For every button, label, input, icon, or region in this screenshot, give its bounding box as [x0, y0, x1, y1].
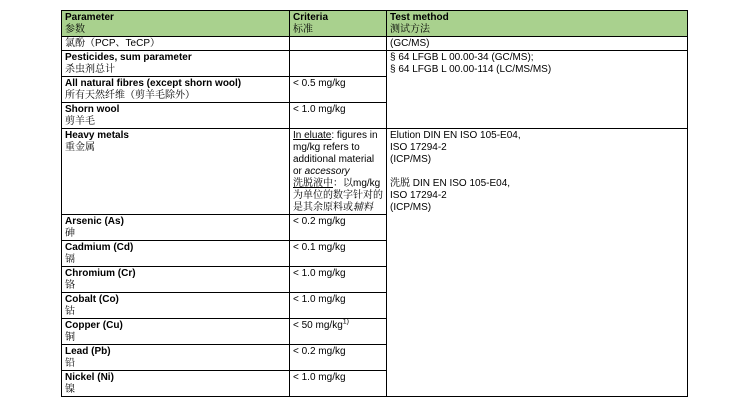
pcp-param: [62, 37, 290, 51]
heavy-metals-criteria-zh-accessory: 辅料: [353, 202, 373, 213]
metal-param-en: Cadmium (Cd): [65, 242, 134, 253]
metal-param-zh: 铅: [65, 358, 75, 369]
natural-fibres-param: [62, 77, 290, 103]
metal-criteria-text: < 0.2 mg/kg: [293, 216, 346, 227]
metal-param: [62, 215, 290, 241]
pesticides-param: [62, 51, 290, 77]
heavy-metals-method-line-4: 洗脱 DIN EN ISO 105-E04,: [390, 178, 511, 189]
header-test-method: [387, 11, 688, 37]
header-criteria-zh: 标准: [293, 24, 313, 35]
header-method-en: Test method: [390, 12, 449, 23]
footnote-marker: 1): [342, 318, 349, 326]
shorn-wool-param: [62, 103, 290, 129]
pesticides-method-line-2: § 64 LFGB L 00.00-114 (LC/MS/MS): [390, 64, 552, 75]
pesticides-method-line-1: § 64 LFGB L 00.00-34 (GC/MS);: [390, 52, 534, 63]
heavy-metals-method-line-3: (ICP/MS): [390, 154, 432, 165]
pesticides-param-en: Pesticides, sum parameter: [65, 52, 192, 63]
pesticides-method: [387, 51, 688, 129]
pcp-method-text: (GC/MS): [390, 38, 430, 49]
metal-criteria-text: < 0.1 mg/kg: [293, 242, 346, 253]
metal-param: [62, 345, 290, 371]
metal-criteria: [290, 345, 387, 371]
shorn-wool-criteria-text: < 1.0 mg/kg: [293, 104, 346, 115]
pcp-criteria: [290, 37, 387, 51]
metal-param-zh: 砷: [65, 228, 75, 239]
header-row: [62, 11, 688, 37]
heavy-metals-criteria: [290, 129, 387, 215]
header-parameter-zh: 参数: [65, 24, 85, 35]
shorn-wool-param-zh: 剪羊毛: [65, 116, 95, 127]
metal-param: [62, 241, 290, 267]
row-heavy-metals: [62, 129, 688, 215]
natural-fibres-criteria: [290, 77, 387, 103]
metal-param: [62, 293, 290, 319]
metal-param-zh: 铜: [65, 332, 75, 343]
method-spacer: [390, 166, 684, 178]
metal-param-en: Arsenic (As): [65, 216, 124, 227]
heavy-metals-method-line-2: ISO 17294-2: [390, 142, 447, 153]
pesticides-criteria: [290, 51, 387, 77]
pesticides-param-zh: 杀虫剂总计: [65, 64, 115, 75]
heavy-metals-method: [387, 129, 688, 397]
metal-criteria: [290, 319, 387, 345]
heavy-metals-criteria-accessory: accessory: [304, 166, 350, 177]
natural-fibres-param-zh: 所有天然纤维（剪羊毛除外）: [65, 90, 195, 101]
metal-param-zh: 镉: [65, 254, 75, 265]
heavy-metals-method-line-6: (ICP/MS): [390, 202, 432, 213]
row-pcp: [62, 37, 688, 51]
metal-criteria-text: < 1.0 mg/kg: [293, 268, 346, 279]
metal-criteria-text: < 1.0 mg/kg: [293, 372, 346, 383]
heavy-metals-param: [62, 129, 290, 215]
specification-table: [61, 10, 688, 397]
metal-criteria: [290, 267, 387, 293]
metal-param-en: Nickel (Ni): [65, 372, 114, 383]
metal-param-en: Chromium (Cr): [65, 268, 136, 279]
metal-criteria-text: < 1.0 mg/kg: [293, 294, 346, 305]
header-criteria-en: Criteria: [293, 12, 329, 23]
metal-criteria-text: < 50 mg/kg: [293, 320, 343, 331]
pcp-method: [387, 37, 688, 51]
metal-criteria: [290, 215, 387, 241]
header-criteria: [290, 11, 387, 37]
heavy-metals-criteria-zh-eluate: 洗脱液中: [293, 178, 333, 189]
heavy-metals-criteria-zh-text: ：以mg/kg 为单位的数字针对的是其余原料或: [293, 178, 383, 213]
header-parameter-en: Parameter: [65, 12, 114, 23]
heavy-metals-param-en: Heavy metals: [65, 130, 129, 141]
natural-fibres-criteria-text: < 0.5 mg/kg: [293, 78, 346, 89]
heavy-metals-criteria-eluate: In eluate: [293, 130, 332, 141]
metal-criteria: [290, 241, 387, 267]
header-parameter: [62, 11, 290, 37]
row-pesticides: [62, 51, 688, 77]
metal-param-en: Lead (Pb): [65, 346, 111, 357]
metal-param-zh: 镍: [65, 384, 75, 395]
metal-param: [62, 319, 290, 345]
heavy-metals-method-line-5: ISO 17294-2: [390, 190, 447, 201]
shorn-wool-param-en: Shorn wool: [65, 104, 120, 115]
metal-criteria-text: < 0.2 mg/kg: [293, 346, 346, 357]
header-method-zh: 测试方法: [390, 24, 430, 35]
heavy-metals-criteria-text: : figures in mg/kg refers to additional material or: [293, 130, 378, 177]
metal-param: [62, 267, 290, 293]
metal-criteria: [290, 371, 387, 397]
natural-fibres-param-en: All natural fibres (except shorn wool): [65, 78, 242, 89]
heavy-metals-method-line-1: Elution DIN EN ISO 105-E04,: [390, 130, 521, 141]
metal-param-zh: 铬: [65, 280, 75, 291]
shorn-wool-criteria: [290, 103, 387, 129]
pcp-param-text: 氯酚（PCP、TeCP）: [65, 38, 161, 49]
heavy-metals-param-zh: 重金属: [65, 142, 95, 153]
metal-param-en: Copper (Cu): [65, 320, 123, 331]
metal-param-en: Cobalt (Co): [65, 294, 119, 305]
metal-param-zh: 钴: [65, 306, 75, 317]
metal-param: [62, 371, 290, 397]
metal-criteria: [290, 293, 387, 319]
